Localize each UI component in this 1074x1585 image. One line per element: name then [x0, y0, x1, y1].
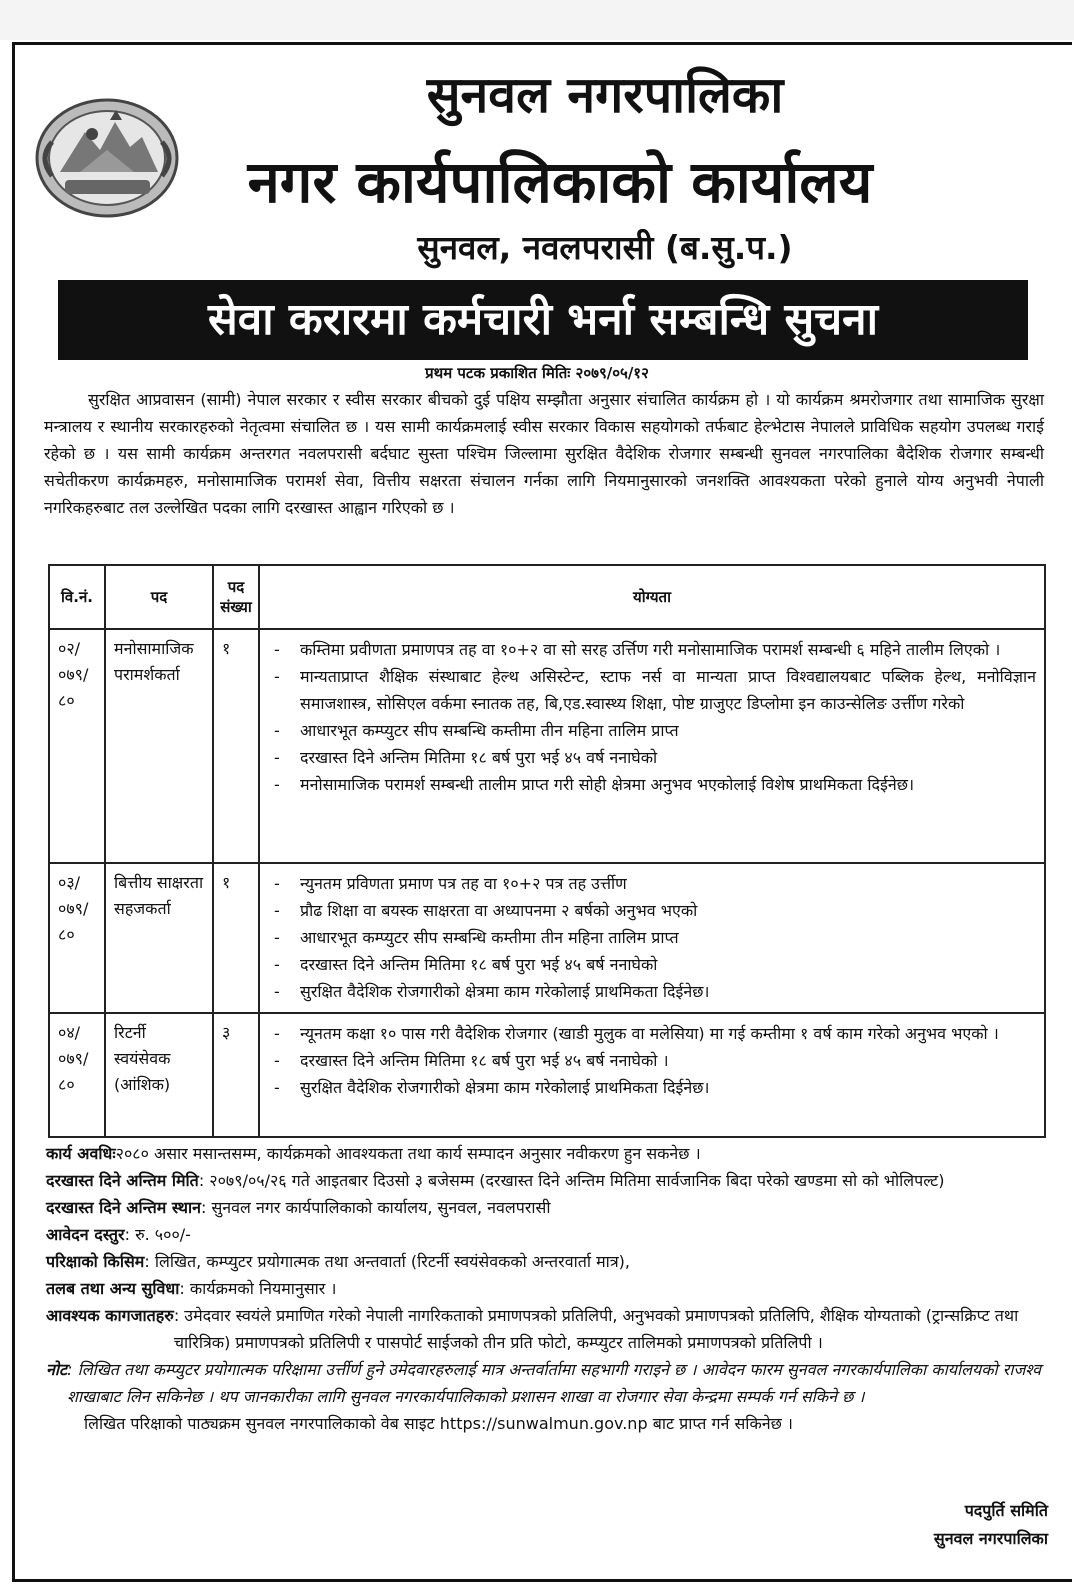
- office-title: नगर कार्यपालिकाको कार्यालय: [247, 148, 873, 216]
- detail-label: दरखास्त दिने अन्तिम स्थान: [46, 1198, 201, 1217]
- detail-label: परिक्षाको किसिम: [46, 1252, 145, 1271]
- qualification-item: - न्युनतम प्रविणता प्रमाण पत्र तह वा १०+२ पत्र तह उर्त्तीण: [268, 870, 1036, 897]
- signature-block: [934, 1497, 1048, 1553]
- detail-deadline: [46, 1167, 1048, 1194]
- row-serial: ०२/ ०७९/ ८०: [49, 629, 105, 863]
- row-qualification: [259, 629, 1045, 863]
- detail-label: आवश्यक कागजातहरु: [46, 1306, 174, 1325]
- municipality-title: सुनवल नगरपालिका: [426, 66, 784, 124]
- table-row: [49, 1013, 1045, 1137]
- posts-table: [48, 564, 1046, 1138]
- details-section: [46, 1140, 1048, 1437]
- header-count: पद संख्या: [213, 565, 259, 629]
- office-address: सुनवल, नवलपरासी (ब.सु.प.): [417, 228, 793, 267]
- detail-place: [46, 1194, 1048, 1221]
- table-row: [49, 863, 1045, 1013]
- detail-value: : कार्यक्रमको नियमानुसार ।: [179, 1279, 337, 1298]
- published-date: प्रथम पटक प्रकाशित मितिः २०७९/०५/१२: [425, 364, 649, 382]
- header-qualification: योग्यता: [259, 565, 1045, 629]
- qualification-item: - सुरक्षित वैदेशिक रोजगारीको क्षेत्रमा काम गरेकोलाई प्राथमिकता दिईनेछ।: [268, 978, 1036, 1005]
- detail-label: कार्य अवधिः: [46, 1144, 116, 1163]
- detail-label: नोट: [46, 1360, 68, 1379]
- detail-value: लिखित परिक्षाको पाठ्यक्रम सुनवल नगरपालिकाको वेब साइट https://sunwalmun.gov.np बाट प्राप्त गर्न सकिनेछ ।: [84, 1414, 793, 1433]
- detail-documents: [46, 1302, 1048, 1356]
- qualification-item: - आधारभूत कम्प्युटर सीप सम्बन्धि कम्तीमा तीन महिना तालिम प्राप्त: [268, 924, 1036, 951]
- signature-municipality: सुनवल नगरपालिका: [933, 1529, 1048, 1548]
- detail-value: : सुनवल नगर कार्यपालिकाको कार्यालय, सुनवल, नवलपरासी: [200, 1198, 551, 1217]
- row-count: १: [213, 629, 259, 863]
- qualification-item: - सुरक्षित वैदेशिक रोजगारीको क्षेत्रमा काम गरेकोलाई प्राथमिकता दिईनेछ।: [268, 1074, 1036, 1101]
- nepal-emblem-icon: [30, 92, 185, 222]
- qualification-item: - दरखास्त दिने अन्तिम मितिमा १८ बर्ष पुरा भई ४५ बर्ष ननाघेको: [268, 951, 1036, 978]
- detail-label: तलब तथा अन्य सुविधा: [46, 1279, 180, 1298]
- row-post: बित्तीय साक्षरता सहजकर्ता: [105, 863, 213, 1013]
- top-strip: [0, 0, 1074, 40]
- row-serial: ०३/ ०७९/ ८०: [49, 863, 105, 1013]
- detail-salary: [46, 1275, 1048, 1302]
- qualification-item: - कम्तिमा प्रवीणता प्रमाणपत्र तह वा १०+२ वा सो सरह उर्त्तिण गरी मनोसामाजिक परामर्श सम्बन्धी ६ महिने तालीम लिएको ।: [268, 636, 1036, 663]
- detail-value: : उमेदवार स्वयंले प्रमाणित गरेको नेपाली नागरिकताको प्रमाणपत्रको प्रतिलिपी, अनुभवको प्रमाणपत्रको प्रतिलिपि, शैक्षिक योग्यताको (ट्रान्सक्रिप्ट तथा चारित्रिक) प्रमाणपत्रको प्रतिलिपी र पासपोर्ट साईजको तीन प्रति फोटो, कम्प्युटर तालिमको प्रमाणपत्रको प्रतिलिपी ।: [173, 1306, 1019, 1352]
- row-qualification: [259, 863, 1045, 1013]
- detail-syllabus: [46, 1410, 1048, 1437]
- detail-value: २०८० असार मसान्तसम्म, कार्यक्रमको आवश्यकता तथा कार्य सम्पादन अनुसार नवीकरण हुन सकनेछ ।: [115, 1144, 701, 1163]
- row-qualification: [259, 1013, 1045, 1137]
- detail-value: : रु. ५००/-: [124, 1225, 191, 1244]
- signature-committee: पदपुर्ति समिति: [964, 1501, 1048, 1520]
- qualification-item: - प्रौढ शिक्षा वा बयस्क साक्षरता वा अध्यापनमा २ बर्षको अनुभव भएको: [268, 897, 1036, 924]
- row-post: रिटर्नी स्वयंसेवक (आंशिक): [105, 1013, 213, 1137]
- notice-banner: सेवा करारमा कर्मचारी भर्ना सम्बन्धि सुचना: [58, 280, 1028, 360]
- header-post: पद: [105, 565, 213, 629]
- table-row: [49, 629, 1045, 863]
- detail-label: दरखास्त दिने अन्तिम मिति: [46, 1171, 199, 1190]
- detail-note: [46, 1356, 1048, 1410]
- header-serial: वि.नं.: [49, 565, 105, 629]
- row-serial: ०४/ ०७९/ ८०: [49, 1013, 105, 1137]
- row-count: ३: [213, 1013, 259, 1137]
- row-post: मनोसामाजिक परामर्शकर्ता: [105, 629, 213, 863]
- detail-exam: [46, 1248, 1048, 1275]
- detail-duration: [46, 1140, 1048, 1167]
- qualification-item: - दरखास्त दिने अन्तिम मितिमा १८ बर्ष पुरा भई ४५ वर्ष ननाघेको: [268, 744, 1036, 771]
- row-count: १: [213, 863, 259, 1013]
- detail-value: : २०७९/०५/२६ गते आइतबार दिउसो ३ बजेसम्म (दरखास्त दिने अन्तिम मितिमा सार्वजानिक बिदा परेको खण्डमा सो को भोलिपल्ट): [198, 1171, 945, 1190]
- qualification-item: - मान्यताप्राप्त शैक्षिक संस्थाबाट हेल्थ असिस्टेन्ट, स्टाफ नर्स वा मान्यता प्राप्त विश्वद्यालयबाट पब्लिक हेल्थ, मनोविज्ञान समाजशास्त्र, सोसिएल वर्कमा स्नातक तह, बि,एड.स्वास्थ्य शिक्षा, पोष्ट ग्राजुएट डिप्लोमा इन काउन्सेलिङ उर्त्तीण गरेको: [268, 663, 1036, 717]
- qualification-item: - न्यूनतम कक्षा १० पास गरी वैदेशिक रोजगार (खाडी मुलुक वा मलेसिया) मा गई कम्तीमा १ वर्ष काम गरेको अनुभव भएको ।: [268, 1020, 1036, 1047]
- detail-fee: [46, 1221, 1048, 1248]
- qualification-item: - मनोसामाजिक परामर्श सम्बन्धी तालीम प्राप्त गरी सोही क्षेत्रमा अनुभव भएकोलाई विशेष प्राथमिकता दिईनेछ।: [268, 771, 1036, 798]
- detail-label: आवेदन दस्तुर: [46, 1225, 125, 1244]
- qualification-item: - आधारभूत कम्प्युटर सीप सम्बन्धि कम्तीमा तीन महिना तालिम प्राप्त: [268, 717, 1036, 744]
- detail-value: : लिखित तथा कम्प्युटर प्रयोगात्मक परिक्षामा उर्त्तीर्ण हुने उमेदवारहरुलाई मात्र अन्तर्वार्तामा सहभागी गराइने छ । आवेदन फारम सुनवल नगरकार्यपालिका कार्यालयको राजश्व शाखाबाट लिन सकिनेछ । थप जानकारीका लागि सुनवल नगरकार्यपालिकाको प्रशासन शाखा वा रोजगार सेवा केन्द्रमा सम्पर्क गर्न सकिने छ ।: [67, 1360, 1042, 1406]
- qualification-item: - दरखास्त दिने अन्तिम मितिमा १८ बर्ष पुरा भई ४५ बर्ष ननाघेको ।: [268, 1047, 1036, 1074]
- table-header-row: [49, 565, 1045, 629]
- intro-paragraph: सुरक्षित आप्रवासन (सामी) नेपाल सरकार र स्वीस सरकार बीचको दुई पक्षिय सम्झौता अनुसार संचालित कार्यक्रम हो । यो कार्यक्रम श्रमरोजगार तथा सामाजिक सुरक्षा मन्त्रालय र स्थानीय सरकारहरुको नेतृत्वमा संचालित छ । यस सामी कार्यक्रमलाई स्वीस सरकार विकास सहयोगको तर्फबाट हेल्भेटास नेपालले प्राविधिक सहयोग उपलब्ध गराई रहेको छ । यस सामी कार्यक्रम अन्तरगत नवलपरासी बर्दघाट सुस्ता पश्चिम जिल्लामा सुरक्षित वैदेशिक रोजगार सम्बन्धी सुनवल नगरपालिका बैदेशिक रोजगार सम्बन्धी सचेतीकरण कार्यक्रमहरु, मनोसामाजिक परामर्श सेवा, वित्तीय सक्षरता संचालन गर्नका लागि नियमानुसारको जनशक्ति आवश्यकता परेको हुनाले योग्य अनुभवी नेपाली नगरिकहरुबाट तल उल्लेखित पदका लागि दरखास्त आह्वान गरिएको छ ।: [44, 390, 1044, 517]
- detail-value: : लिखित, कम्प्युटर प्रयोगात्मक तथा अन्तवार्ता (रिटर्नी स्वयंसेवकको अन्तरवार्ता मात्र),: [144, 1252, 630, 1271]
